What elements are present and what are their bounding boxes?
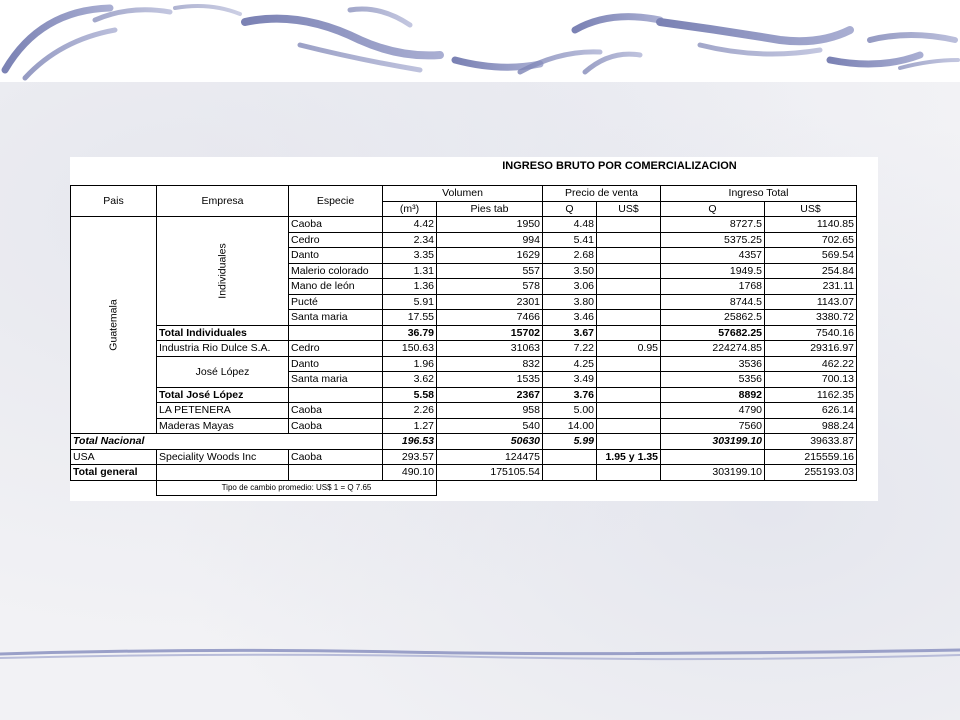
cell-ingreso-usd: 702.65 [765, 232, 857, 248]
cell-ingreso-q: 4790 [661, 403, 765, 419]
cell-m3: 150.63 [383, 341, 437, 357]
cell-pies: 175105.54 [437, 465, 543, 481]
cell-empresa: Speciality Woods Inc [157, 449, 289, 465]
table-row-total-nacional [71, 434, 877, 450]
cell-ingreso-usd: 988.24 [765, 418, 857, 434]
cell-pies: 958 [437, 403, 543, 419]
cell-pies: 540 [437, 418, 543, 434]
cell-precio-q: 3.49 [543, 372, 597, 388]
cell-precio-usd [597, 372, 661, 388]
cell-precio-q: 2.68 [543, 248, 597, 264]
cell-especie: Pucté [289, 294, 383, 310]
table-row-subtotal [71, 325, 877, 341]
cell-precio-usd [597, 248, 661, 264]
cell-pies: 2301 [437, 294, 543, 310]
cell-m3: 3.62 [383, 372, 437, 388]
cell-ingreso-usd: 700.13 [765, 372, 857, 388]
table-row-usa [71, 449, 877, 465]
table-row [71, 341, 877, 357]
country-guatemala [71, 217, 157, 434]
header-m3: (m³) [383, 201, 437, 217]
cell-precio-q: 5.99 [543, 434, 597, 450]
country-label: Guatemala [107, 299, 120, 351]
cell-ingreso-usd: 255193.03 [765, 465, 857, 481]
cell-ingreso-q: 224274.85 [661, 341, 765, 357]
cell-m3: 5.58 [383, 387, 437, 403]
decorative-header-band [0, 0, 960, 82]
cell-especie: Santa maria [289, 372, 383, 388]
table-row [71, 217, 877, 233]
cell-ingreso-q: 7560 [661, 418, 765, 434]
cell-precio-usd [597, 263, 661, 279]
header-pies-tab: Pies tab [437, 201, 543, 217]
cell-ingreso-q: 8744.5 [661, 294, 765, 310]
header-especie: Especie [289, 186, 383, 217]
cell-m3: 1.27 [383, 418, 437, 434]
cell-ingreso-q: 57682.25 [661, 325, 765, 341]
cell-precio-usd [597, 403, 661, 419]
cell-especie: Caoba [289, 217, 383, 233]
cell-ingreso-q: 303199.10 [661, 434, 765, 450]
spreadsheet [70, 157, 878, 501]
cell-precio-q: 4.25 [543, 356, 597, 372]
header-pais: Pais [71, 186, 157, 217]
bottom-brush-line [0, 640, 960, 670]
cell-m3: 3.35 [383, 248, 437, 264]
cell-m3: 196.53 [383, 434, 437, 450]
revenue-table [70, 157, 877, 496]
cell-pies: 1535 [437, 372, 543, 388]
cell-m3: 1.96 [383, 356, 437, 372]
cell-pies: 50630 [437, 434, 543, 450]
cell-ingreso-usd: 462.22 [765, 356, 857, 372]
cell-precio-q: 7.22 [543, 341, 597, 357]
cell-empty [289, 465, 383, 481]
cell-especie: Danto [289, 248, 383, 264]
cell-precio-usd [597, 465, 661, 481]
cell-ingreso-q: 1768 [661, 279, 765, 295]
cell-especie [289, 325, 383, 341]
cell-precio-q [543, 465, 597, 481]
cell-precio-usd [597, 294, 661, 310]
cell-empresa: Industria Rio Dulce S.A. [157, 341, 289, 357]
cell-m3: 36.79 [383, 325, 437, 341]
group-individuales [157, 217, 289, 326]
cell-precio-usd [597, 232, 661, 248]
cell-m3: 490.10 [383, 465, 437, 481]
table-row [71, 356, 877, 372]
cell-empty [157, 465, 289, 481]
cell-m3: 1.31 [383, 263, 437, 279]
cell-m3: 17.55 [383, 310, 437, 326]
cell-ingreso-usd: 39633.87 [765, 434, 857, 450]
cell-ingreso-q: 8727.5 [661, 217, 765, 233]
cell-ingreso-usd: 231.11 [765, 279, 857, 295]
header-empresa: Empresa [157, 186, 289, 217]
cell-ingreso-usd: 626.14 [765, 403, 857, 419]
cell-precio-q: 5.41 [543, 232, 597, 248]
cell-m3: 2.34 [383, 232, 437, 248]
cell-ingreso-usd: 1162.35 [765, 387, 857, 403]
cell-ingreso-usd: 3380.72 [765, 310, 857, 326]
table-title: INGRESO BRUTO POR COMERCIALIZACION [502, 160, 737, 172]
exchange-rate-note: Tipo de cambio promedio: US$ 1 = Q 7.65 [157, 480, 437, 496]
cell-pies: 557 [437, 263, 543, 279]
table-row-total-general [71, 465, 877, 481]
cell-pies: 2367 [437, 387, 543, 403]
cell-precio-usd [597, 217, 661, 233]
cell-ingreso-usd: 569.54 [765, 248, 857, 264]
header-ingreso-usd: US$ [765, 201, 857, 217]
cell-pies: 578 [437, 279, 543, 295]
cell-precio-q: 3.46 [543, 310, 597, 326]
cell-precio-q: 3.76 [543, 387, 597, 403]
group-jose-lopez: José López [157, 356, 289, 387]
group-label: Individuales [216, 243, 229, 299]
cell-precio-usd: 1.95 y 1.35 [597, 449, 661, 465]
cell-ingreso-usd: 29316.97 [765, 341, 857, 357]
cell-ingreso-q: 3536 [661, 356, 765, 372]
cell-precio-usd [597, 310, 661, 326]
cell-precio-q: 4.48 [543, 217, 597, 233]
cell-especie: Danto [289, 356, 383, 372]
cell-m3: 5.91 [383, 294, 437, 310]
cell-especie: Caoba [289, 403, 383, 419]
cell-especie [289, 387, 383, 403]
cell-precio-usd [597, 387, 661, 403]
cell-ingreso-q: 5375.25 [661, 232, 765, 248]
cell-especie: Caoba [289, 449, 383, 465]
cell-ingreso-usd: 7540.16 [765, 325, 857, 341]
cell-especie: Mano de león [289, 279, 383, 295]
cell-ingreso-q: 303199.10 [661, 465, 765, 481]
cell-precio-usd [597, 325, 661, 341]
cell-pies: 15702 [437, 325, 543, 341]
cell-pies: 994 [437, 232, 543, 248]
header-ingreso: Ingreso Total [661, 186, 857, 202]
cell-especie: Santa maria [289, 310, 383, 326]
cell-pies: 31063 [437, 341, 543, 357]
header-ingreso-q: Q [661, 201, 765, 217]
cell-precio-usd [597, 279, 661, 295]
cell-precio-q: 3.67 [543, 325, 597, 341]
cell-precio-usd [597, 356, 661, 372]
cell-precio-q: 3.06 [543, 279, 597, 295]
cell-precio-q: 5.00 [543, 403, 597, 419]
table-row-subtotal [71, 387, 877, 403]
cell-pies: 124475 [437, 449, 543, 465]
cell-pies: 1629 [437, 248, 543, 264]
cell-precio-usd [597, 418, 661, 434]
cell-ingreso-q: 8892 [661, 387, 765, 403]
cell-empresa: LA PETENERA [157, 403, 289, 419]
brush-stroke-decoration [0, 0, 960, 82]
cell-especie: Malerio colorado [289, 263, 383, 279]
total-nacional-label: Total Nacional [71, 434, 383, 450]
cell-pies: 1950 [437, 217, 543, 233]
cell-precio-usd [597, 434, 661, 450]
cell-ingreso-q [661, 449, 765, 465]
header-volumen: Volumen [383, 186, 543, 202]
table-row [71, 403, 877, 419]
cell-ingreso-q: 4357 [661, 248, 765, 264]
header-precio-q: Q [543, 201, 597, 217]
cell-ingreso-q: 5356 [661, 372, 765, 388]
cell-m3: 4.42 [383, 217, 437, 233]
total-general-label: Total general [71, 465, 157, 481]
cell-especie: Cedro [289, 341, 383, 357]
cell-ingreso-q: 1949.5 [661, 263, 765, 279]
cell-precio-q: 3.50 [543, 263, 597, 279]
table-row [71, 418, 877, 434]
cell-pies: 832 [437, 356, 543, 372]
cell-empresa: Total Individuales [157, 325, 289, 341]
cell-ingreso-usd: 215559.16 [765, 449, 857, 465]
cell-especie: Cedro [289, 232, 383, 248]
header-precio: Precio de venta [543, 186, 661, 202]
cell-m3: 2.26 [383, 403, 437, 419]
cell-empresa: Total José López [157, 387, 289, 403]
cell-empresa: Maderas Mayas [157, 418, 289, 434]
cell-especie: Caoba [289, 418, 383, 434]
cell-m3: 293.57 [383, 449, 437, 465]
cell-pais: USA [71, 449, 157, 465]
cell-ingreso-usd: 1143.07 [765, 294, 857, 310]
cell-ingreso-q: 25862.5 [661, 310, 765, 326]
cell-precio-q: 14.00 [543, 418, 597, 434]
cell-ingreso-usd: 1140.85 [765, 217, 857, 233]
cell-precio-q [543, 449, 597, 465]
cell-precio-q: 3.80 [543, 294, 597, 310]
cell-ingreso-usd: 254.84 [765, 263, 857, 279]
cell-precio-usd: 0.95 [597, 341, 661, 357]
cell-pies: 7466 [437, 310, 543, 326]
header-precio-usd: US$ [597, 201, 661, 217]
cell-m3: 1.36 [383, 279, 437, 295]
